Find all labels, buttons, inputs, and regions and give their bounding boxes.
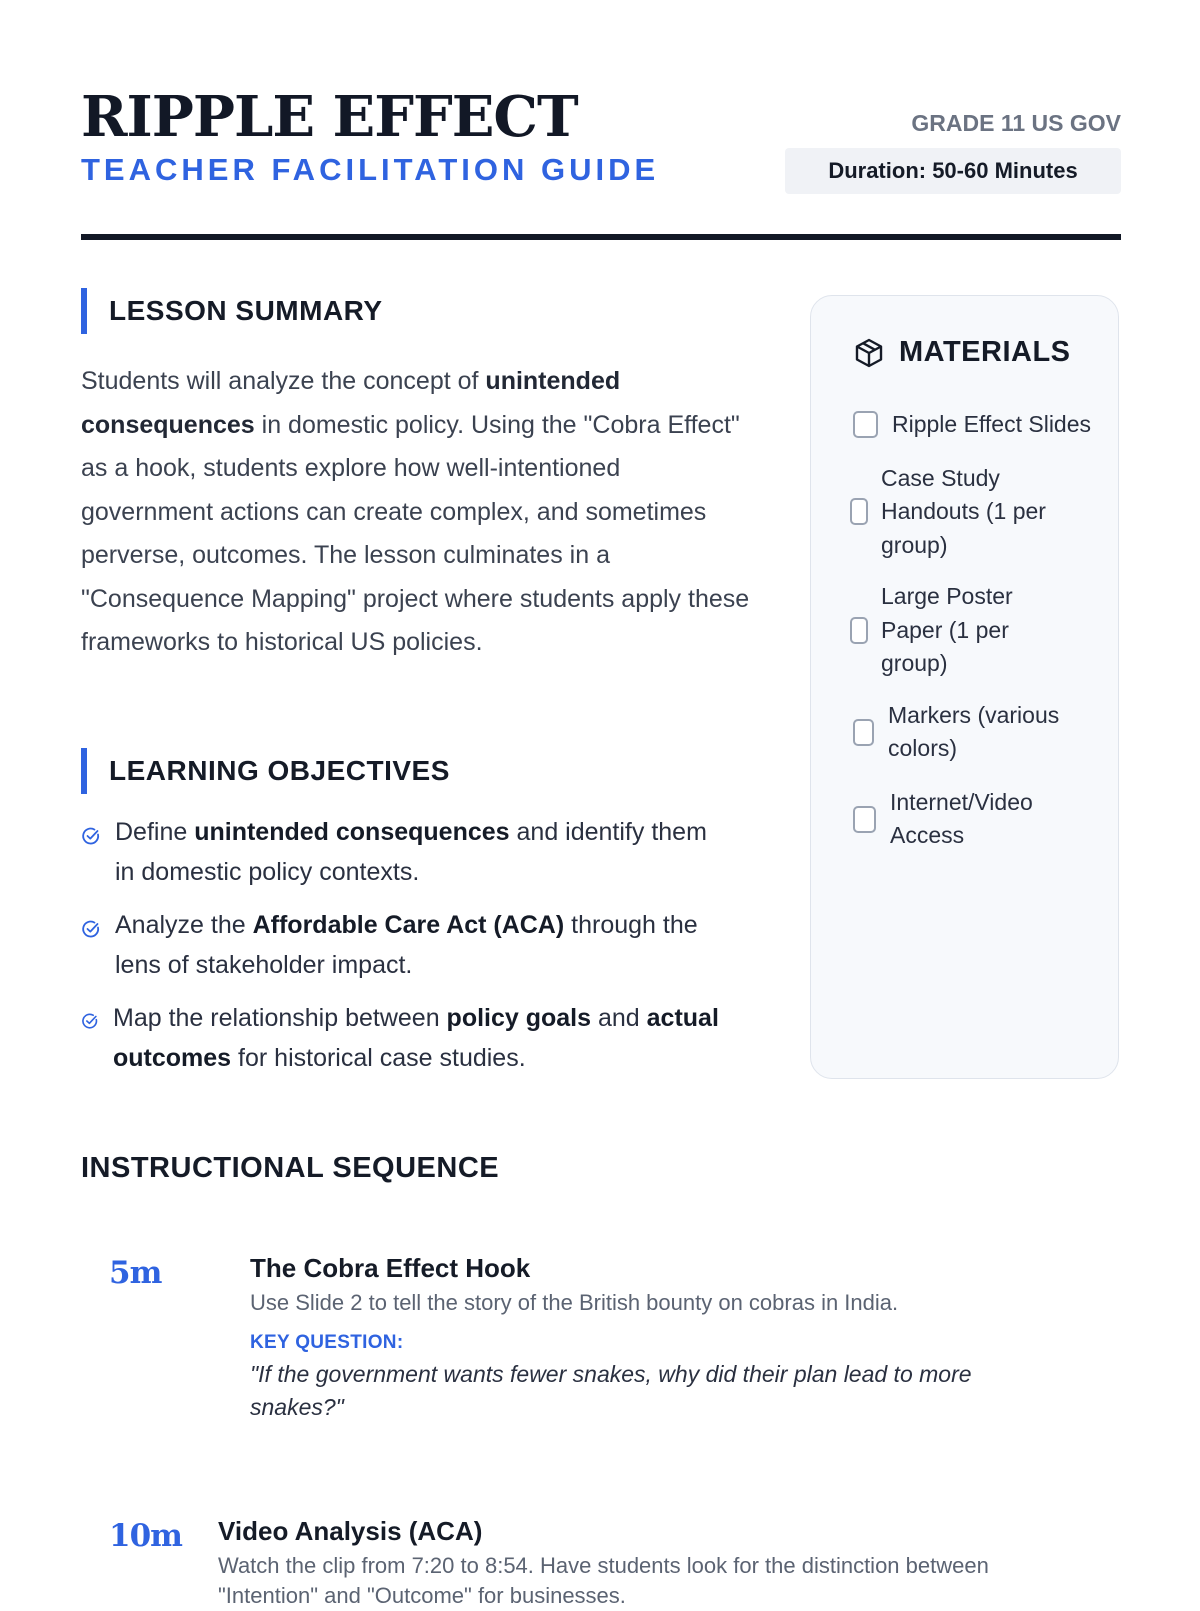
- step-title: Video Analysis (ACA): [218, 1516, 483, 1546]
- material-item[interactable]: [850, 462, 1093, 563]
- checkbox[interactable]: [850, 498, 868, 525]
- section-heading-text: LESSON SUMMARY: [109, 295, 383, 326]
- objective-text: for historical case studies.: [231, 1044, 526, 1072]
- step-duration: 10m: [109, 1518, 182, 1554]
- checkbox[interactable]: [853, 806, 876, 833]
- check-circle-icon: [81, 826, 101, 846]
- materials-card: [810, 295, 1119, 1079]
- step-body: [218, 1513, 1018, 1611]
- step-title: The Cobra Effect Hook: [250, 1253, 531, 1283]
- step-description: Use Slide 2 to tell the story of the British bounty on cobras in India.: [250, 1290, 899, 1315]
- objective-emphasis: policy goals: [446, 1004, 592, 1032]
- key-question: "If the government wants fewer snakes, why did their plan lead to more snakes?": [250, 1361, 972, 1420]
- checkbox[interactable]: [850, 617, 868, 644]
- duration-badge: Duration: 50-60 Minutes: [785, 148, 1121, 194]
- step-description: Watch the clip from 7:20 to 8:54. Have students look for the distinction between "Intention" and "Outcome" for businesses.: [218, 1553, 989, 1608]
- package-icon: [853, 337, 885, 369]
- checkbox[interactable]: [853, 719, 874, 746]
- page-title: RIPPLE EFFECT: [81, 84, 578, 150]
- objective-item: [81, 812, 731, 892]
- material-item[interactable]: [853, 699, 1093, 766]
- check-circle-icon: [81, 1012, 99, 1030]
- section-accent-bar: [81, 748, 87, 794]
- material-item[interactable]: [853, 786, 1093, 853]
- step-duration: 5m: [109, 1255, 162, 1291]
- objective-emphasis: actual outcomes: [113, 1004, 719, 1072]
- facilitation-guide: [81, 0, 1121, 1608]
- page-subtitle: TEACHER FACILITATION GUIDE: [81, 152, 660, 187]
- objectives-list: [81, 812, 731, 1091]
- objective-text: through the lens of stakeholder impact.: [115, 911, 698, 979]
- material-label: Ripple Effect Slides: [892, 411, 1092, 437]
- objective-text: Map the relationship between: [113, 1004, 447, 1032]
- lesson-summary-text: [81, 360, 756, 665]
- section-heading-text: LEARNING OBJECTIVES: [109, 755, 450, 786]
- grade-label: GRADE 11 US GOV: [911, 110, 1121, 136]
- objective-text: Analyze the: [115, 911, 253, 939]
- material-item[interactable]: [850, 580, 1093, 681]
- objective-text: and: [591, 1004, 647, 1032]
- learning-objectives-heading: [81, 748, 741, 794]
- checkbox[interactable]: [853, 411, 878, 438]
- material-label: Case Study Handouts (1 per group): [881, 464, 1046, 558]
- objective-emphasis: unintended consequences: [194, 818, 510, 846]
- summary-emphasis: unintended consequences: [81, 367, 621, 439]
- header-divider: [81, 234, 1121, 240]
- objective-text: and identify them in domestic policy contexts.: [115, 818, 707, 886]
- material-item[interactable]: [853, 408, 1093, 442]
- summary-text-part: in domestic policy. Using the "Cobra Effect" as a hook, students explore how well-intentioned government actions can create complex, and sometimes perverse, outcomes. The lesson culminates in a "Consequence Mapping" project where students apply these frameworks to historical US policies.: [81, 410, 750, 656]
- summary-text-part: Students will analyze the concept of: [81, 367, 486, 395]
- materials-list: [853, 408, 1093, 873]
- material-label: Markers (various colors): [888, 701, 1060, 761]
- materials-heading-text: MATERIALS: [899, 336, 1071, 368]
- section-accent-bar: [81, 288, 87, 334]
- key-question-label: KEY QUESTION:: [250, 1332, 404, 1353]
- objective-emphasis: Affordable Care Act (ACA): [252, 911, 565, 939]
- material-label: Internet/Video Access: [890, 788, 1033, 848]
- sequence-heading: INSTRUCTIONAL SEQUENCE: [81, 1152, 500, 1184]
- objective-item: [81, 905, 731, 985]
- step-body: [250, 1250, 1050, 1424]
- material-label: Large Poster Paper (1 per group): [881, 583, 1013, 676]
- materials-heading: [853, 336, 1071, 369]
- check-circle-icon: [81, 919, 101, 939]
- lesson-summary-heading: [81, 288, 741, 334]
- objective-item: [81, 998, 731, 1078]
- objective-text: Define: [115, 818, 195, 846]
